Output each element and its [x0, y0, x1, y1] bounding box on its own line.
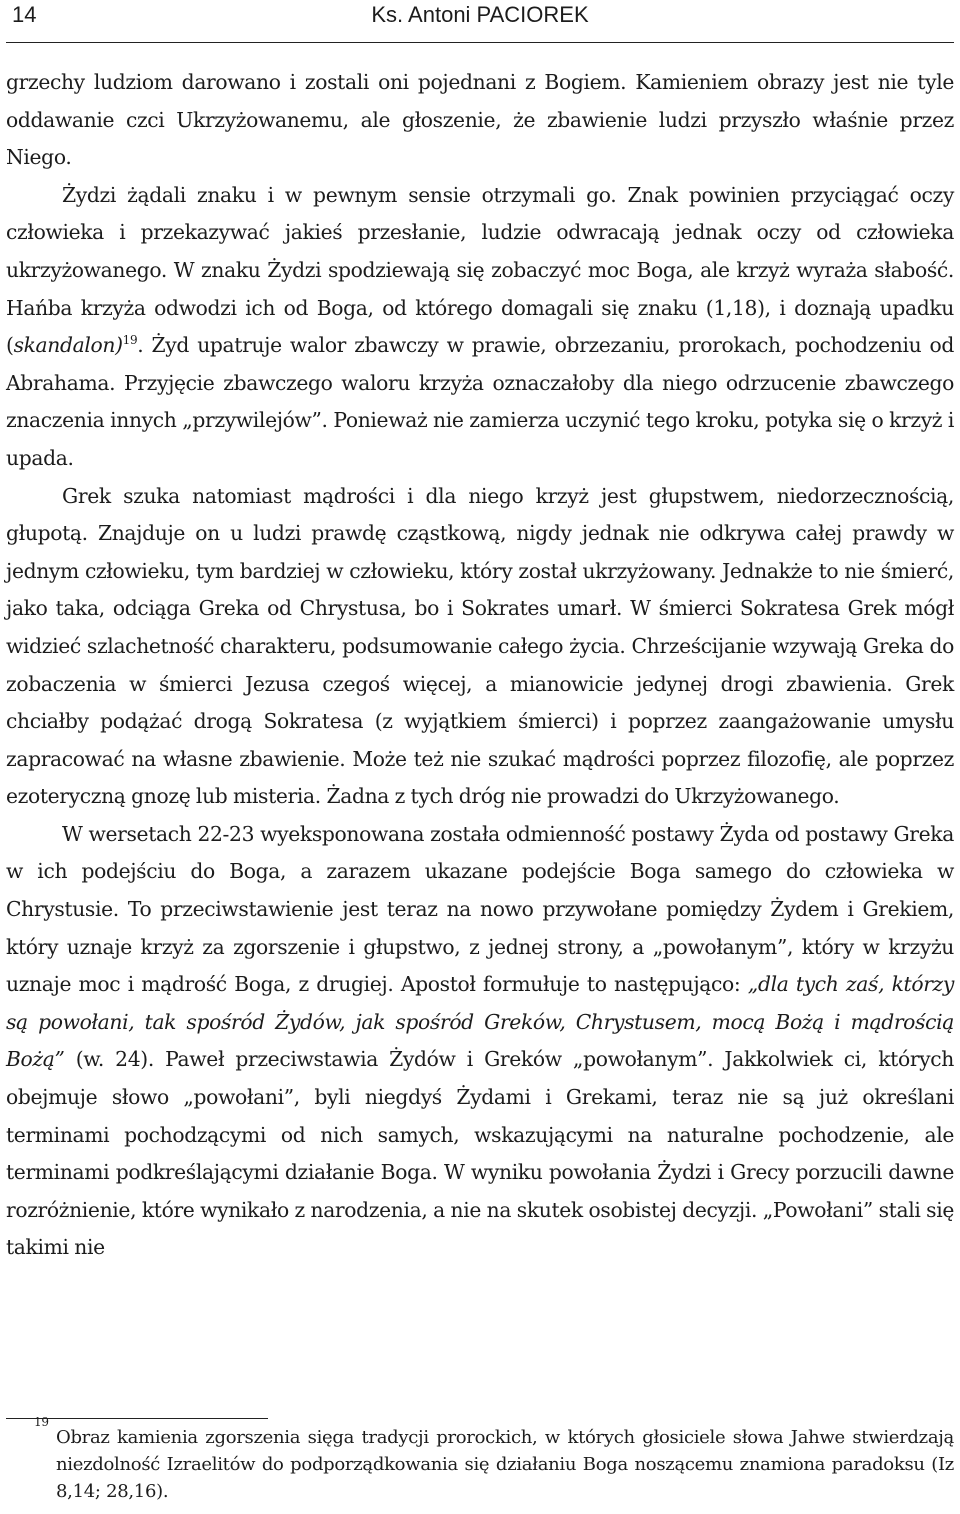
paragraph-2-text-a: Żydzi żądali znaku i w pewnym sensie otrzymali go. Znak powinien przyciągać oczy człowieka i przekazywać jakieś przesłanie, ludzie odwracają jednak oczy od człowieka ukrzyżowanego. W znaku Żydzi spodziewają się zobaczyć moc Boga, ale krzyż wyraża słabość. Hańba krzyża odwodzi ich od Boga, od którego domagali się znaku (1,18), i doznają upadku ( — [6, 182, 954, 358]
running-title: Ks. Antoni PACIOREK — [371, 2, 589, 27]
skandalon-term: skandalon) — [13, 333, 123, 358]
paragraph-2-text-b: . Żyd upatruje walor zbawczy w prawie, obrzezaniu, prorokach, pochodzeniu od Abrahama. Przyjęcie zbawczego waloru krzyża oznaczałoby dla niego odrzucenie zbawczego znaczenia innych „przywilejów”. Ponieważ nie zamierza uczynić tego kroku, potyka się o krzyż i upada. — [6, 333, 954, 470]
running-header — [6, 0, 954, 36]
paragraph-4 — [6, 816, 954, 1267]
main-text — [6, 64, 954, 1267]
header-rule — [6, 42, 954, 43]
scripture-quote: „dla tych zaś, którzy są powołani, tak spośród Żydów, jak spośród Greków, Chrystusem, mocą Bożą i mądrością Bożą” — [6, 972, 954, 1072]
paragraph-1: grzechy ludziom darowano i zostali oni pojednani z Bogiem. Kamieniem obrazy jest nie tyle oddawanie czci Ukrzyżowanemu, ale głoszenie, że zbawienie ludzi przyszło właśnie przez Niego. — [6, 70, 954, 170]
page-number: 14 — [12, 2, 37, 27]
paragraph-3: Grek szuka natomiast mądrości i dla niego krzyż jest głupstwem, niedorzecznością, głupotą. Znajduje on u ludzi prawdę cząstkową, nigdy jednak nie odkrywa całej prawdy w jednym człowieku, tym bardziej w człowieku, który został ukrzyżowany. Jednakże to nie śmierć, jako taka, odciąga Greka od Chrystusa, bo i Sokrates umarł. W śmierci Sokratesa Grek mógł widzieć szlachetność charakteru, podsumowanie całego życia. Chrześcijanie wzywają Greka do zobaczenia w śmierci Jezusa czegoś więcej, a mianowicie jedynej drogi zbawienia. Grek chciałby podążać drogą Sokratesa (z wyjątkiem śmierci) i poprzez zaangażowanie umysłu zapracować na własne zbawienie. Może też nie szukać mądrości poprzez filozofię, ale poprzez ezoteryczną gnozę lub misteria. Żadna z tych dróg nie prowadzi do Ukrzyżowanego. — [6, 483, 954, 809]
footnote-text: Obraz kamienia zgorszenia sięga tradycji prorockich, w których głosiciele słowa Jahwe stwierdzają niezdolność Izraelitów do podporządkowania się działaniu Boga noszącemu znamiona paradoksu (Iz 8,14; 28,16). — [56, 1427, 954, 1502]
footnote-reference: 19 — [122, 333, 138, 348]
paragraph-4-text-b: (w. 24). Paweł przeciwstawia Żydów i Greków „powołanym”. Jakkolwiek ci, których obejmuje słowo „powołani”, byli niegdyś Żydami i Grekami, teraz nie są już określani terminami pochodzącymi od nich samych, wskazującymi na naturalne pochodzenie, ale terminami podkreślającymi działanie Boga. W wyniku powołania Żydzi i Grecy porzucili dawne rozróżnienie, które wynikało z narodzenia, a nie na skutek osobistej decyzji. „Powołani” stali się takimi nie — [6, 1047, 954, 1260]
paragraph-4-text-a: W wersetach 22-23 wyeksponowana została odmienność postawy Żyda od postawy Greka w ich podejściu do Boga, a zarazem ukazane podejście Boga samego do człowieka w Chrystusie. To przeciwstawienie jest teraz na nowo przywołane pomiędzy Żydem i Grekiem, który uznaje krzyż za zgorszenie i głupstwo, z jednej strony, a „powołanym”, który w krzyżu uznaje moc i mądrość Boga, z drugiej. Apostoł formułuje to następująco: — [6, 821, 954, 997]
paragraph-2 — [6, 177, 954, 478]
footnote: 19 Obraz kamienia zgorszenia sięga tradycji prorockich, w których głosiciele słowa Jahwe stwierdzają niezdolność Izraelitów do podporządkowania się działaniu Boga noszącemu znamiona paradoksu (Iz 8,14; 28,16). — [34, 1415, 954, 1502]
